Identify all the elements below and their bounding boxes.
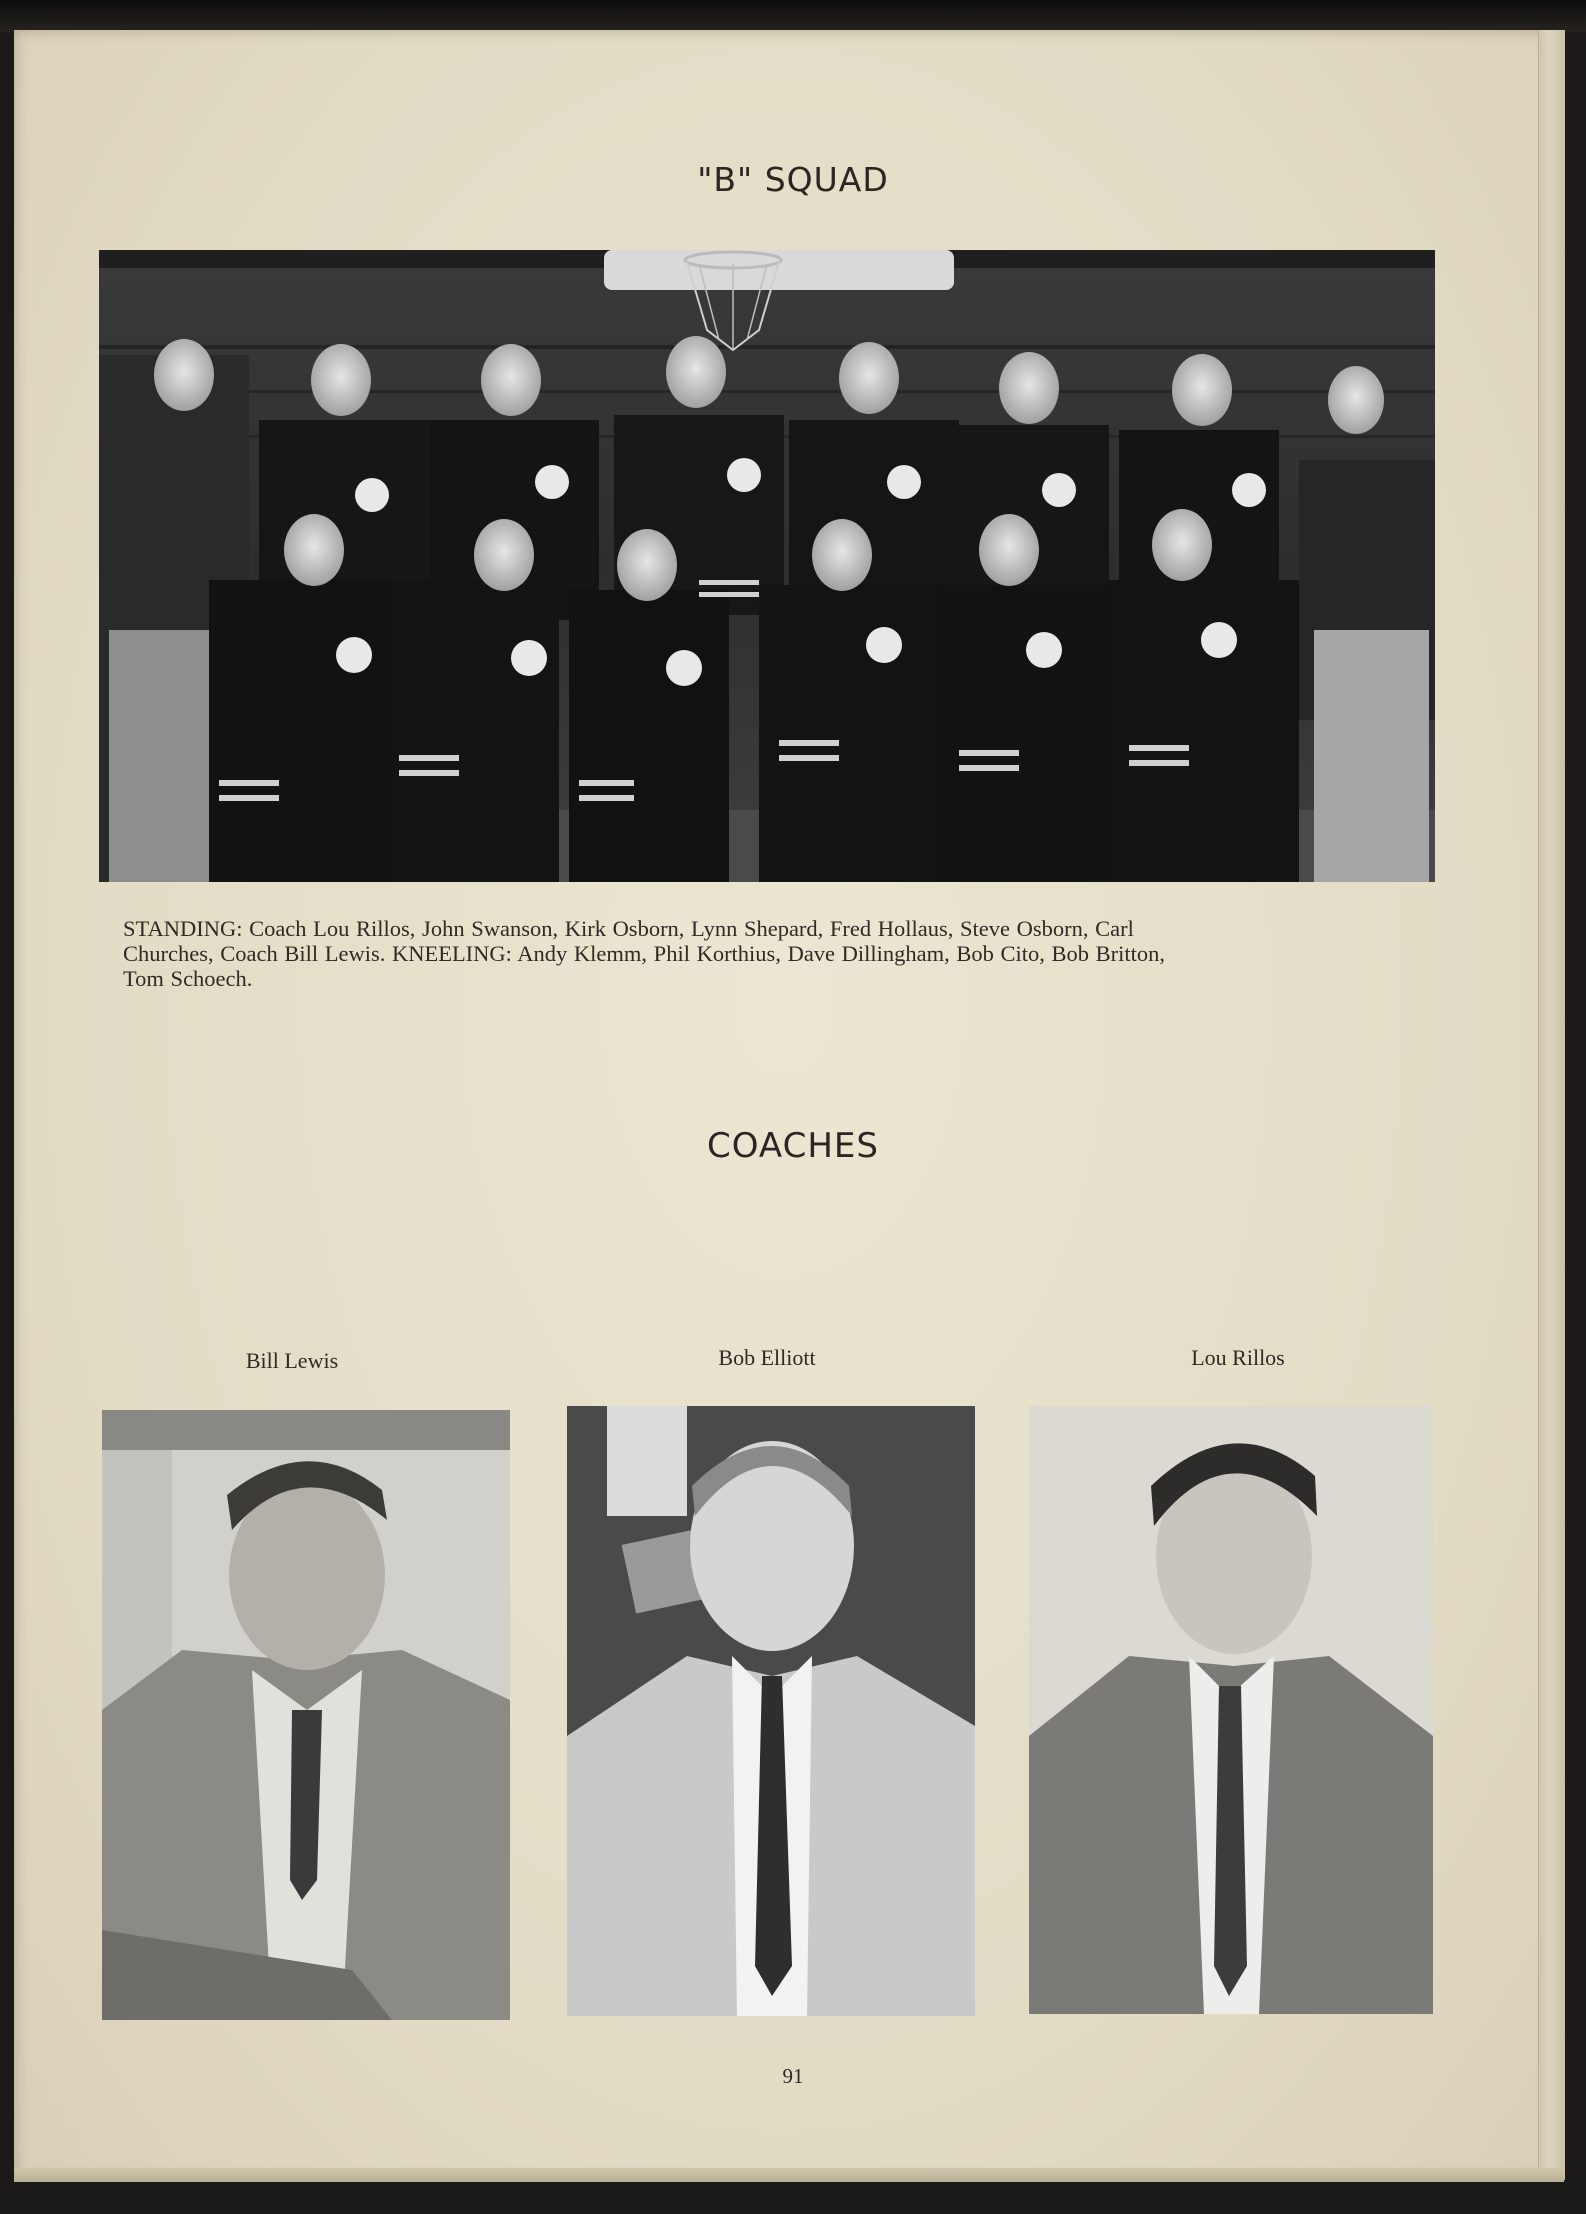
scan-top-border xyxy=(0,0,1586,32)
caption-line: STANDING: Coach Lou Rillos, John Swanson, Kirk Osborn, Lynn Shepard, Fred Hollaus, Steve Osborn, Carl xyxy=(123,916,1134,941)
caption-line: Churches, Coach Bill Lewis. KNEELING: Andy Klemm, Phil Korthius, Dave Dillingham, Bob Cito, Bob Britton, xyxy=(123,941,1166,966)
coach-portrait-bob-elliott xyxy=(567,1406,975,2016)
section-title-b-squad: "B" SQUAD xyxy=(697,160,889,199)
coach-name-lou-rillos: Lou Rillos xyxy=(1191,1345,1285,1370)
page-edge-right xyxy=(1538,30,1565,2180)
coach-portrait-lou-rillos xyxy=(1029,1406,1433,2014)
coach-portrait-bill-lewis xyxy=(102,1410,510,2020)
team-photo-caption xyxy=(123,916,1423,991)
coach-name-bill-lewis: Bill Lewis xyxy=(245,1348,339,1373)
page-edge-bottom xyxy=(14,2168,1564,2182)
team-photo xyxy=(99,250,1435,882)
section-title-coaches: COACHES xyxy=(707,1126,879,1166)
coach-name-bob-elliott: Bob Elliott xyxy=(718,1345,816,1370)
page-number: 91 xyxy=(782,2064,804,2088)
caption-line: Tom Schoech. xyxy=(123,966,253,991)
